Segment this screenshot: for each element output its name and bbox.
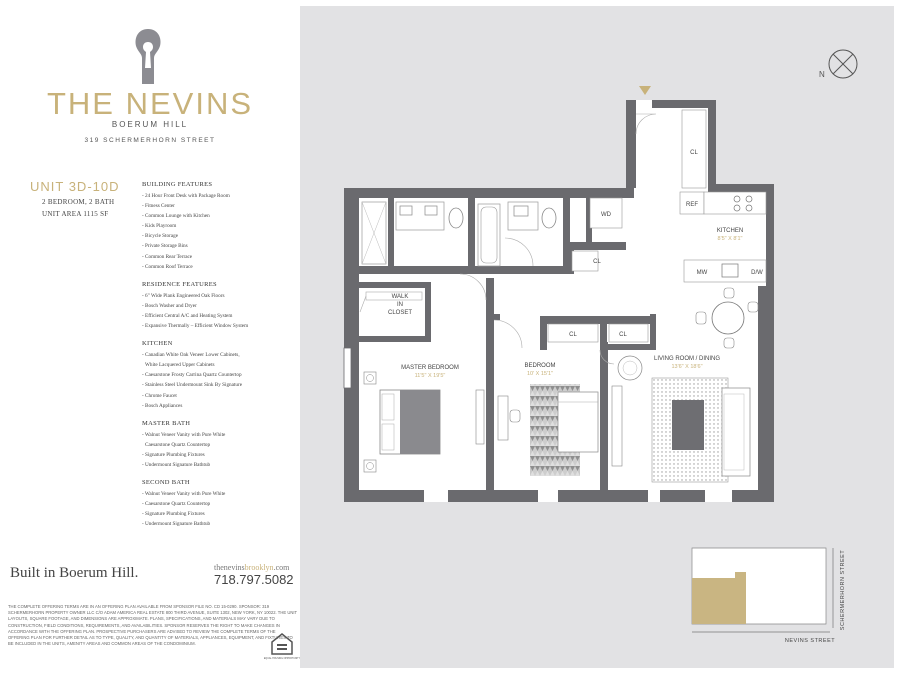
feature-heading: SECOND BATH bbox=[142, 479, 190, 487]
feature-item: - Common Roof Terrace bbox=[142, 263, 193, 270]
master-bedroom-dimensions: 11'5" X 19'5" bbox=[414, 373, 446, 379]
feature-item: - Stainless Steel Undermount Sink By Signature bbox=[142, 382, 242, 389]
kitchen-label: KITCHEN bbox=[716, 228, 744, 234]
feature-item: - Common Rear Terrace bbox=[142, 253, 193, 260]
bedroom-bed bbox=[558, 392, 598, 452]
bedroom-label: BEDROOM bbox=[524, 363, 556, 369]
feature-heading: RESIDENCE FEATURES bbox=[142, 280, 217, 288]
feature-item: - 6" Wide Plank Engineered Oak Floors bbox=[142, 292, 225, 299]
feature-item: - Caesarstone Frosty Carrina Quartz Countertop bbox=[142, 372, 242, 379]
street-label: NEVINS STREET bbox=[784, 638, 836, 644]
nightstand bbox=[364, 460, 376, 472]
feature-item: - Walnut Veneer Vanity with Pure White bbox=[142, 431, 226, 438]
feature-item: Caesarstone Quartz Countertop bbox=[145, 441, 211, 448]
brand-neighborhood: BOERUM HILL bbox=[111, 120, 189, 129]
compass-north-label: N bbox=[819, 70, 825, 79]
feature-heading: KITCHEN bbox=[142, 340, 173, 348]
feature-item: - Chrome Faucet bbox=[142, 392, 177, 399]
feature-item: - Undermount Signature Bathtub bbox=[142, 461, 211, 468]
closet-label: CL bbox=[593, 259, 601, 265]
feature-item: - Signature Plumbing Fixtures bbox=[142, 451, 205, 458]
floor-plan-panel bbox=[300, 6, 894, 668]
closet-label: CL bbox=[690, 150, 698, 156]
unit-area: UNIT AREA 1115 SF bbox=[42, 210, 109, 218]
feature-item: - Expansive Thermally – Efficient Window System bbox=[142, 323, 249, 330]
feature-item: - Kids Playroom bbox=[142, 223, 177, 230]
feature-group-master-bath bbox=[142, 420, 292, 470]
website-link[interactable] bbox=[214, 563, 289, 572]
closet-label: CL bbox=[619, 332, 627, 338]
feature-heading: MASTER BATH bbox=[142, 419, 191, 427]
unit-title: UNIT 3D-10D bbox=[30, 179, 120, 194]
feature-item: - Caesarstone Quartz Countertop bbox=[142, 501, 211, 508]
feature-group-second-bath bbox=[142, 479, 292, 529]
website-part: thenevins bbox=[214, 563, 245, 572]
feature-item: - Efficient Central A/C and Heating System bbox=[142, 312, 233, 319]
ref-label: REF bbox=[686, 202, 698, 208]
key-plan bbox=[692, 548, 846, 644]
feature-item: - Bosch Washer and Dryer bbox=[142, 302, 197, 309]
toilet bbox=[542, 208, 556, 228]
entry-marker-icon bbox=[639, 86, 651, 95]
feature-item: - Walnut Veneer Vanity with Pure White bbox=[142, 491, 226, 498]
lounge-chair bbox=[618, 356, 642, 380]
walk-in-closet-label: CLOSET bbox=[387, 310, 413, 316]
living-room-dimensions: 13'6" X 18'6" bbox=[671, 364, 703, 370]
phone-number: 718.797.5082 bbox=[214, 572, 294, 587]
legal-disclaimer: THE COMPLETE OFFERING TERMS ARE IN AN OFFERING PLAN AVAILABLE FROM SPONSOR FILE NO. CD 15-0290. SPONSOR: 319 SCHERMERHORN PROPERTY OWNER LLC C/O ADAM AMERICA REAL ESTATE 800 THIRD AVENUE, SUITE 1302, NEW YORK, NY 10022. THE UNIT LAYOUTS, SQUARE FOOTAGE, AND DIMENSIONS ARE APPROXIMATE. PLANS, SPECIFICATIONS, AND MATERIALS MAY VARY DUE TO CONSTRUCTION, FIELD CONDITIONS, REQUIREMENTS, AND AVAILABILITIES. SPONSOR RESERVES THE RIGHT TO MAKE CHANGES IN ACCORDANCE WITH THE OFFERING PLAN. PROSPECTIVE PURCHASERS ARE ADVISED TO REVIEW THE COMPLETE TERMS OF THE OFFERING PLAN FOR FURTHER DETAIL AS TO TYPE, QUALITY, AND QUANTITY OF MATERIALS, APPLIANCES, EQUIPMENT, AND FIXTURES TO BE INCLUDED IN THE UNITS, AMENITY AREAS AND COMMON AREAS OF THE CONDOMINIUM. bbox=[8, 604, 298, 647]
eho-label: EQUAL HOUSING OPPORTUNITY bbox=[263, 658, 301, 660]
feature-group-building bbox=[142, 181, 292, 272]
tagline: Built in Boerum Hill. bbox=[10, 565, 139, 581]
mw-label: MW bbox=[696, 270, 708, 276]
unit-location-highlight bbox=[692, 572, 746, 624]
feature-item: - Signature Plumbing Fixtures bbox=[142, 511, 205, 518]
walk-in-closet-label: WALK bbox=[391, 294, 409, 300]
feature-item: - Fitness Center bbox=[142, 203, 175, 210]
window bbox=[344, 348, 351, 388]
website-part: .com bbox=[273, 563, 290, 572]
coffee-table bbox=[672, 400, 704, 450]
keyhole-logo-icon bbox=[133, 28, 163, 86]
feature-item: White Lacquered Upper Cabinets bbox=[145, 362, 215, 369]
feature-item: - Common Lounge with Kitchen bbox=[142, 213, 210, 220]
dw-label: D/W bbox=[751, 270, 763, 276]
living-room-label: LIVING ROOM / DINING bbox=[653, 356, 721, 362]
wd-label: WD bbox=[601, 212, 611, 218]
brand-name: THE NEVINS bbox=[46, 86, 254, 121]
toilet bbox=[449, 208, 463, 228]
brand-address: 319 SCHERMERHORN STREET bbox=[84, 137, 216, 144]
kitchen-dimensions: 8'5" X 8'1" bbox=[717, 236, 743, 242]
media-console bbox=[612, 386, 622, 466]
info-panel bbox=[0, 0, 300, 675]
feature-item: - Bosch Appliances bbox=[142, 402, 183, 409]
feature-group-residence bbox=[142, 281, 292, 331]
compass-icon bbox=[819, 50, 857, 79]
bedroom-dimensions: 10' X 15'1" bbox=[526, 371, 554, 377]
bedroom-desk bbox=[498, 396, 508, 440]
kitchen-counter bbox=[704, 192, 766, 214]
unit-bedrooms: 2 BEDROOM, 2 BATH bbox=[42, 198, 115, 206]
feature-item: - Canadian White Oak Veneer Lower Cabinets, bbox=[142, 352, 240, 359]
feature-item: - Undermount Signature Bathtub bbox=[142, 521, 211, 528]
feature-group-kitchen bbox=[142, 340, 292, 411]
street-label: SCHERMERHORN STREET bbox=[840, 549, 846, 631]
website-part: brooklyn bbox=[244, 563, 274, 572]
feature-item: - Private Storage Bins bbox=[142, 243, 188, 250]
feature-item: - 24 Hour Front Desk with Package Room bbox=[142, 193, 230, 199]
equal-housing-logo-icon bbox=[263, 632, 301, 662]
master-bedroom-label: MASTER BEDROOM bbox=[401, 365, 459, 371]
feature-heading: BUILDING FEATURES bbox=[142, 181, 213, 188]
features-list bbox=[142, 181, 292, 538]
sofa bbox=[722, 388, 750, 476]
closet-label: CL bbox=[569, 332, 577, 338]
floor-plan bbox=[300, 6, 894, 668]
nightstand bbox=[364, 372, 376, 384]
walk-in-closet-label: IN bbox=[397, 302, 403, 308]
feature-item: - Bicycle Storage bbox=[142, 233, 179, 240]
dresser bbox=[476, 390, 484, 444]
